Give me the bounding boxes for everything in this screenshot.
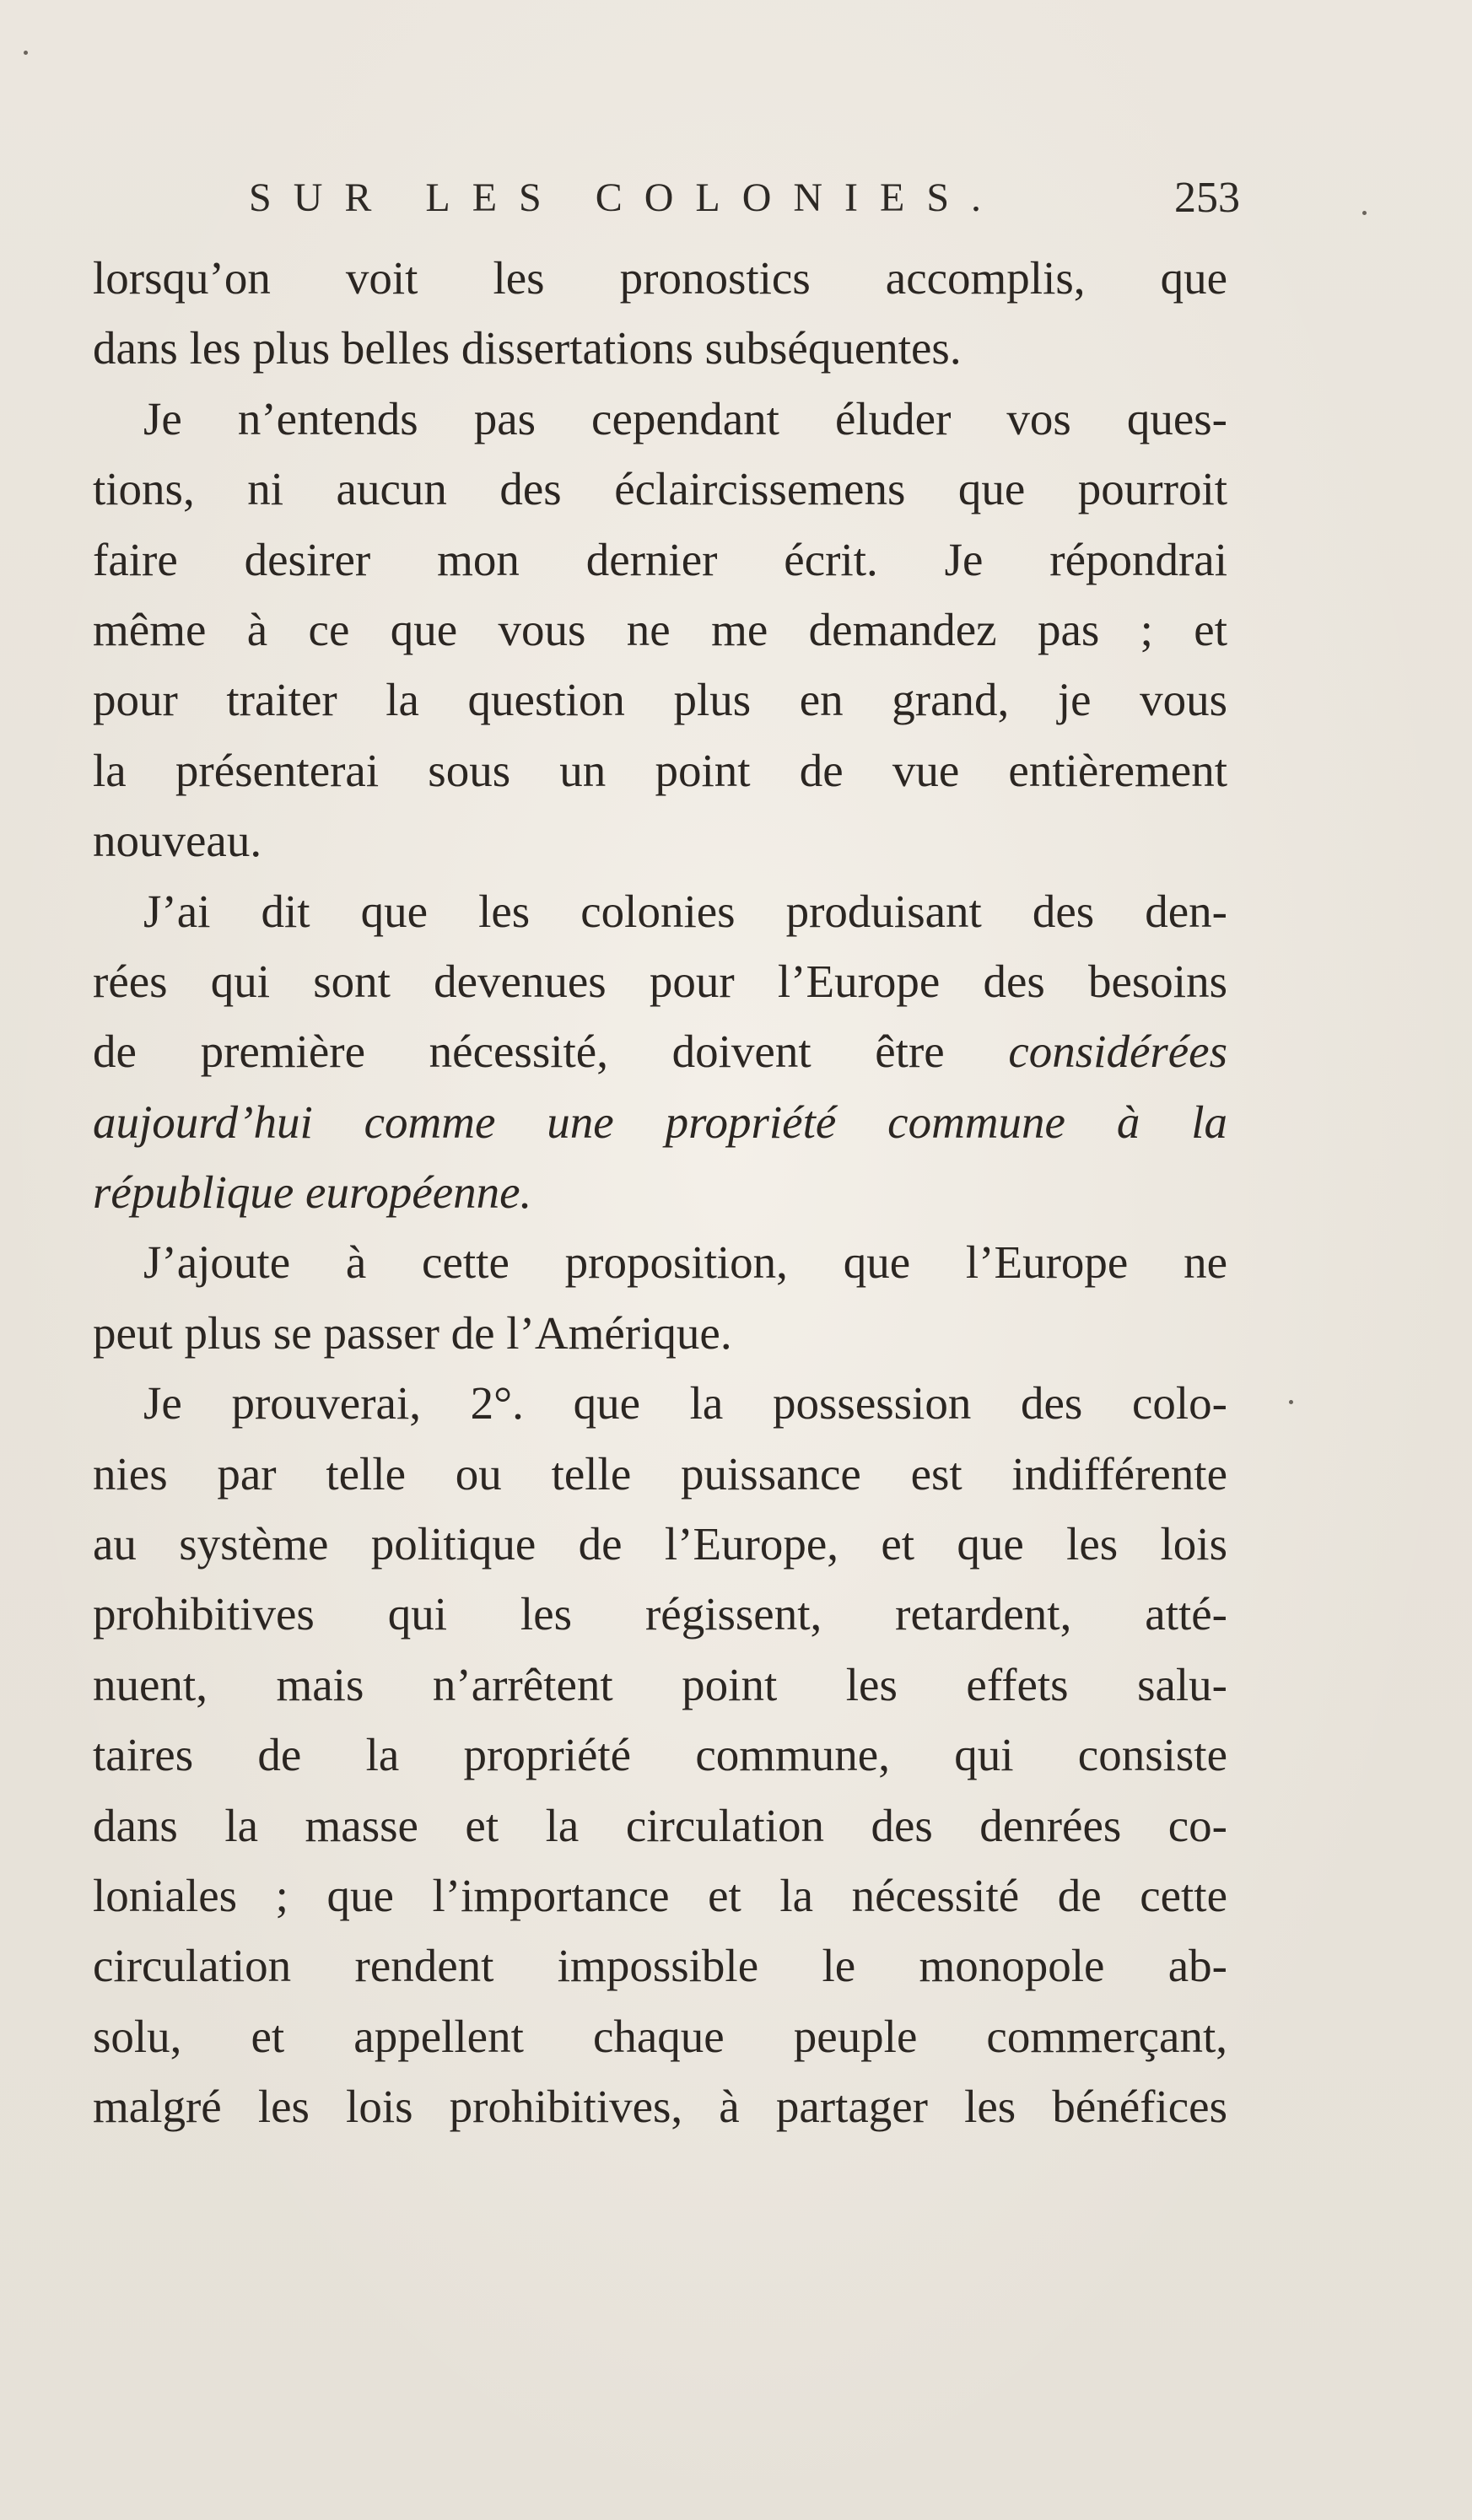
text-line: au système politique de l’Europe, et que les lois <box>93 1518 1227 1570</box>
body-text <box>93 243 1227 2142</box>
text-line: même à ce que vous ne me demandez pas ; et <box>93 603 1227 655</box>
text-line: pour traiter la question plus en grand, je vous <box>93 674 1227 726</box>
text-line: lorsqu’on voit les pronostics accomplis, que <box>93 252 1227 304</box>
text-line: faire desirer mon dernier écrit. Je répondrai <box>93 533 1227 585</box>
running-header <box>249 169 1240 228</box>
text-line-italic: république européenne. <box>93 1166 532 1219</box>
text-line: nuent, mais n’arrêtent point les effets salu- <box>93 1658 1227 1710</box>
text-line: solu, et appellent chaque peuple commerçant, <box>93 2010 1227 2062</box>
text-line <box>93 1157 1227 1227</box>
text-line: Je prouverai, 2°. que la possession des colo- <box>143 1377 1227 1430</box>
text-line-italic: considérées <box>1008 1026 1227 1078</box>
paper-speck <box>1362 211 1367 215</box>
running-title: SUR LES COLONIES. <box>249 175 1004 220</box>
text-line: circulation rendent impossible le monopole ab- <box>93 1940 1227 1992</box>
text-line: tions, ni aucun des éclaircissemens que pourroit <box>93 463 1227 515</box>
text-line <box>93 1016 1227 1086</box>
text-line: rées qui sont devenues pour l’Europe des besoins <box>93 955 1227 1007</box>
text-line: taires de la propriété commune, qui consiste <box>93 1729 1227 1781</box>
paper-speck <box>1289 1400 1293 1404</box>
text-line: loniales ; que l’importance et la nécessité de cette <box>93 1869 1227 1921</box>
text-line: J’ajoute à cette proposition, que l’Europe ne <box>143 1236 1227 1289</box>
text-line: dans les plus belles dissertations subséquentes. <box>93 322 962 374</box>
text-line: prohibitives qui les régissent, retardent, atté- <box>93 1588 1227 1640</box>
text-line: J’ai dit que les colonies produisant des den- <box>143 885 1227 937</box>
text-line: malgré les lois prohibitives, à partager les bénéfices <box>93 2081 1227 2133</box>
text-line-roman: de première nécessité, doivent être <box>93 1026 1009 1078</box>
paper-speck <box>24 51 28 55</box>
text-line: dans la masse et la circulation des denrées co- <box>93 1799 1227 1851</box>
text-line: nouveau. <box>93 815 262 867</box>
page-number: 253 <box>1174 174 1240 222</box>
text-line <box>93 1087 1227 1157</box>
text-line-italic: aujourd’hui comme une propriété commune à la <box>93 1096 1227 1148</box>
text-line: nies par telle ou telle puissance est indifférente <box>93 1447 1227 1500</box>
text-line: peut plus se passer de l’Amérique. <box>93 1306 732 1359</box>
text-line: la présenterai sous un point de vue entièrement <box>93 744 1227 796</box>
text-line: Je n’entends pas cependant éluder vos ques- <box>143 392 1227 444</box>
